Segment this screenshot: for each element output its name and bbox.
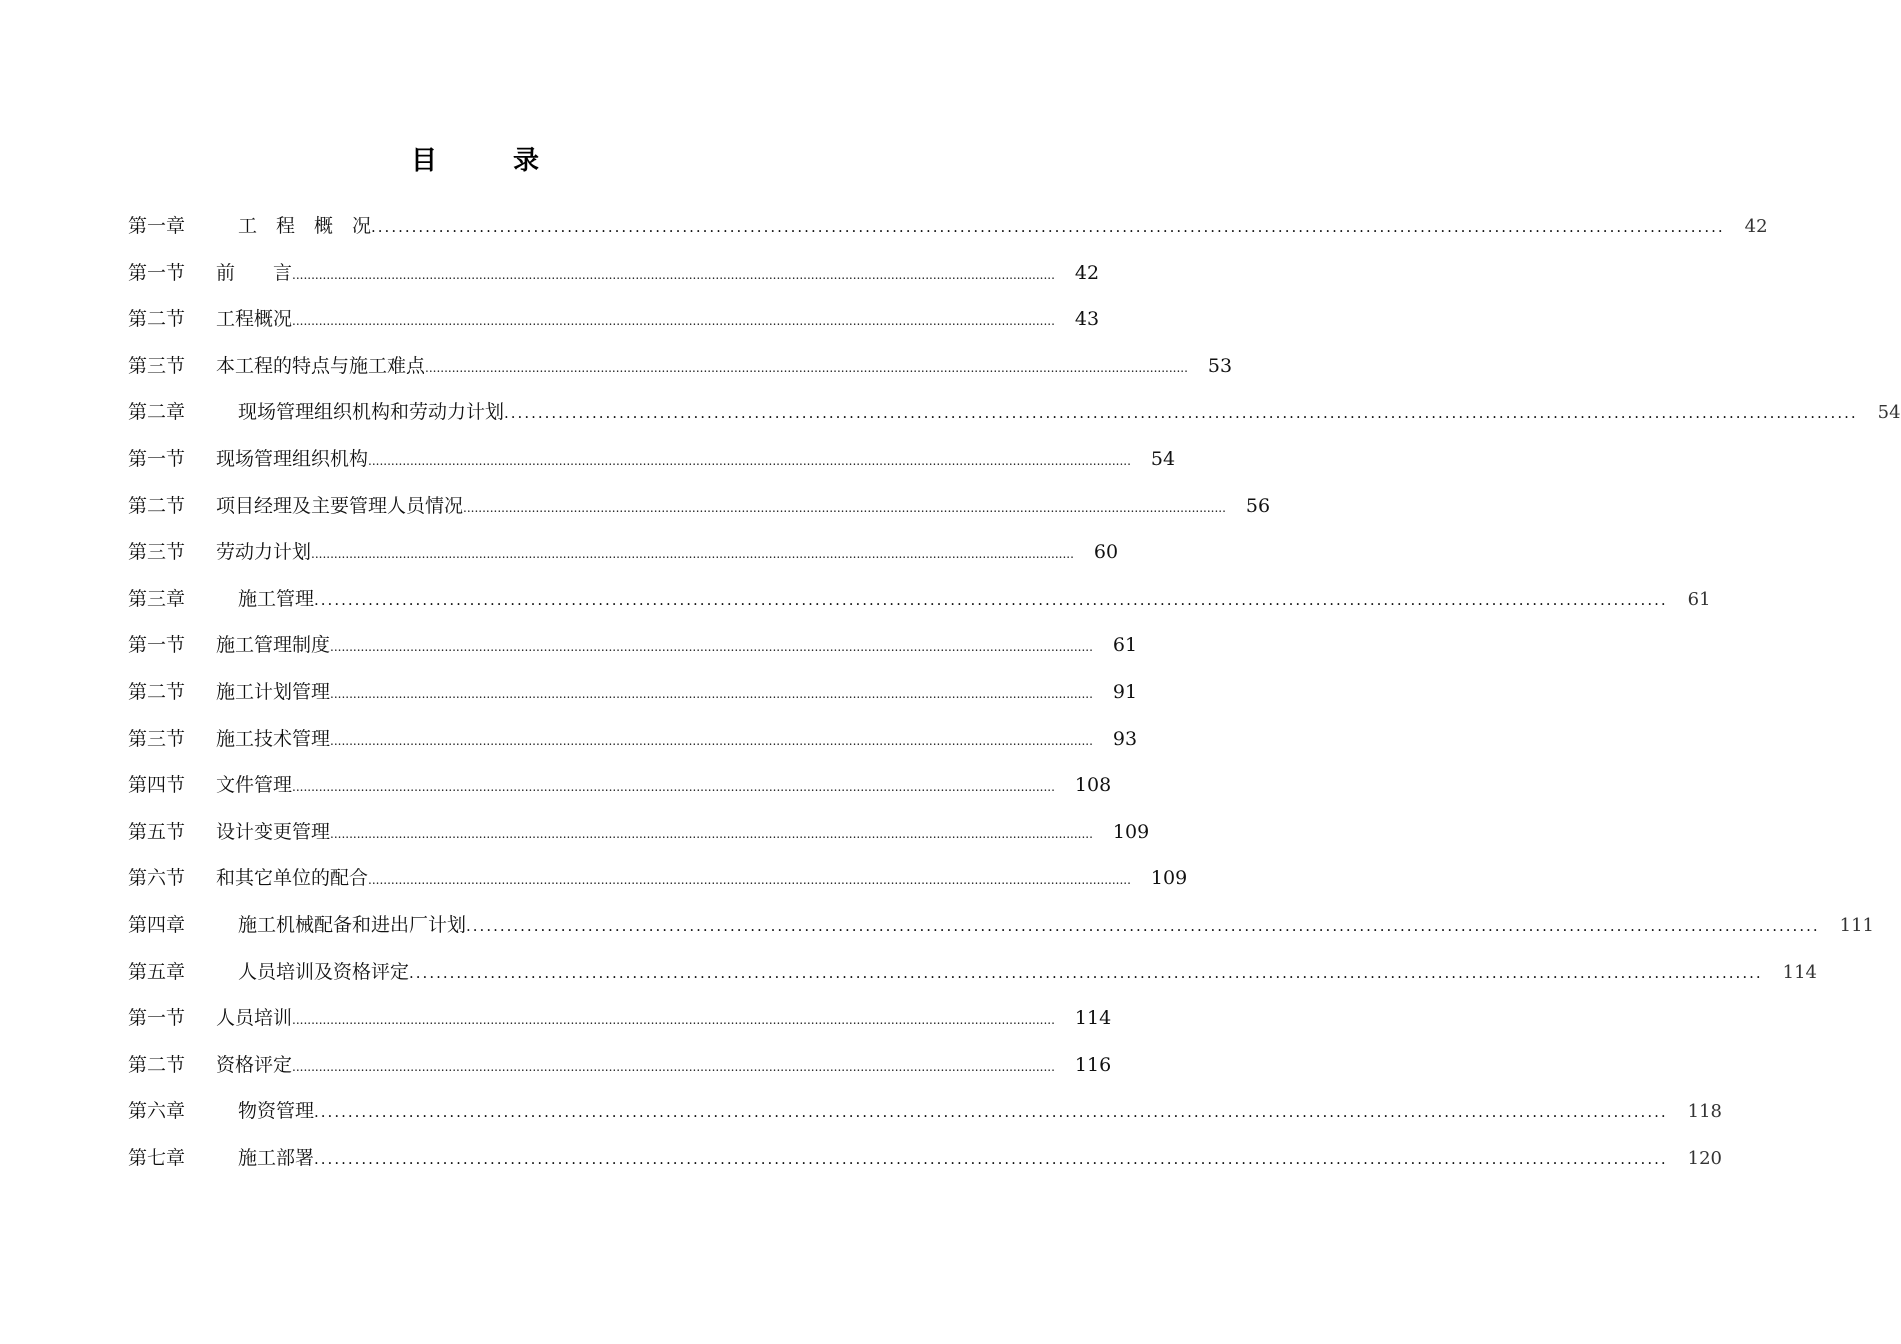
toc-page-number: 54 — [1150, 448, 1176, 470]
toc-entry-number: 第二节 — [128, 1053, 186, 1076]
toc-entry-label: 文件管理 — [216, 774, 293, 797]
toc-entry-number: 第四章 — [128, 914, 186, 936]
toc-entry-label: 资格评定 — [216, 1053, 293, 1076]
toc-leader-dots: ........................................................................................................................................................................................................ — [292, 1059, 1055, 1074]
toc-leader-dots: ........................................................................................................................................................................................................ — [330, 687, 1093, 701]
toc-entry-label: 施工管理制度 — [216, 634, 331, 657]
toc-entry-label: 现场管理组织机构和劳动力计划 — [238, 401, 505, 424]
toc-section-entry[interactable] — [128, 630, 1138, 660]
toc-page-number: 116 — [1074, 1053, 1112, 1076]
toc-page-number: 120 — [1687, 1148, 1722, 1169]
toc-entry-number: 第三节 — [128, 354, 186, 377]
toc-entry-label: 设计变更管理 — [216, 820, 331, 843]
toc-entry-label: 施工机械配备和进出厂计划 — [238, 914, 467, 936]
toc-leader-dots: ........................................................................................................................................................................................................ — [314, 590, 1668, 609]
toc-entry-label: 项目经理及主要管理人员情况 — [216, 494, 464, 517]
toc-entry-number: 第二节 — [128, 681, 186, 703]
toc-section-entry[interactable] — [128, 537, 1119, 567]
toc-entry-number: 第一节 — [128, 448, 186, 470]
toc-page-number: 111 — [1839, 915, 1874, 936]
toc-leader-dots: ........................................................................................................................................................................................................ — [330, 826, 1093, 841]
toc-page-number: 93 — [1112, 727, 1138, 750]
toc-page-number: 61 — [1687, 588, 1711, 610]
toc-entry-label: 施工管理 — [238, 587, 315, 610]
toc-entry-number: 第六节 — [128, 867, 186, 890]
toc-leader-dots: ........................................................................................................................................................................................................ — [330, 640, 1093, 655]
toc-leader-dots: ........................................................................................................................................................................................................ — [409, 963, 1763, 982]
toc-leader-dots: ........................................................................................................................................................................................................ — [368, 873, 1131, 888]
toc-page-number: 54 — [1877, 402, 1901, 424]
toc-leader-dots: ........................................................................................................................................................................................................ — [292, 1013, 1055, 1028]
toc-entry-number: 第二节 — [128, 308, 186, 331]
toc-entry-number: 第一节 — [128, 634, 186, 657]
toc-section-entry[interactable] — [128, 258, 1100, 288]
toc-entry-number: 第五章 — [128, 960, 186, 983]
toc-section-entry[interactable] — [128, 770, 1112, 800]
toc-page-number: 61 — [1112, 634, 1138, 657]
toc-entry-label: 人员培训及资格评定 — [238, 960, 410, 983]
toc-page-number: 60 — [1093, 541, 1119, 564]
toc-entry-label: 施工部署 — [238, 1147, 315, 1169]
toc-chapter-entry[interactable] — [128, 1143, 1722, 1173]
toc-leader-dots: ........................................................................................................................................................................................................ — [466, 917, 1820, 935]
toc-section-entry[interactable] — [128, 863, 1188, 893]
toc-entry-label: 物资管理 — [238, 1100, 315, 1123]
toc-page-number: 56 — [1245, 494, 1271, 517]
toc-entry-label: 劳动力计划 — [216, 541, 312, 564]
toc-entry-number: 第二章 — [128, 401, 186, 424]
toc-entry-label: 工程概况 — [216, 308, 293, 331]
toc-page-number: 108 — [1074, 774, 1112, 797]
toc-entry-number: 第三章 — [128, 587, 186, 610]
toc-leader-dots: ........................................................................................................................................................................................................ — [463, 500, 1226, 515]
toc-leader-dots: ........................................................................................................................................................................................................ — [292, 267, 1055, 282]
toc-leader-dots: ........................................................................................................................................................................................................ — [292, 780, 1055, 795]
toc-leader-dots: ........................................................................................................................................................................................................ — [504, 404, 1858, 423]
toc-chapter-entry[interactable] — [128, 397, 1901, 427]
toc-page-number: 114 — [1074, 1007, 1112, 1030]
toc-page-number: 91 — [1112, 681, 1138, 703]
toc-chapter-entry[interactable] — [128, 957, 1817, 987]
toc-page-number: 43 — [1074, 308, 1100, 331]
toc-entry-number: 第四节 — [128, 774, 186, 797]
toc-entry-label: 施工计划管理 — [216, 681, 331, 703]
toc-section-entry[interactable] — [128, 1050, 1112, 1080]
toc-leader-dots: ........................................................................................................................................................................................................ — [425, 360, 1188, 375]
toc-section-entry[interactable] — [128, 817, 1150, 847]
toc-chapter-entry[interactable] — [128, 1096, 1722, 1126]
toc-entry-label: 人员培训 — [216, 1007, 293, 1030]
toc-page-number: 109 — [1112, 820, 1150, 843]
toc-entry-number: 第六章 — [128, 1100, 186, 1123]
toc-leader-dots: ........................................................................................................................................................................................................ — [368, 454, 1131, 468]
toc-leader-dots: ........................................................................................................................................................................................................ — [311, 547, 1074, 562]
toc-leader-dots: ........................................................................................................................................................................................................ — [314, 1150, 1668, 1168]
toc-page-number: 118 — [1687, 1101, 1722, 1123]
toc-section-entry[interactable] — [128, 491, 1271, 521]
toc-entry-label: 施工技术管理 — [216, 727, 331, 750]
toc-entry-number: 第一节 — [128, 1007, 186, 1030]
toc-entry-number: 第一节 — [128, 261, 186, 284]
toc-entry-number: 第三节 — [128, 727, 186, 750]
toc-leader-dots: ........................................................................................................................................................................................................ — [330, 733, 1093, 748]
toc-entry-label: 本工程的特点与施工难点 — [216, 354, 426, 377]
toc-title-char-2: 录 — [513, 146, 540, 176]
toc-entry-number: 第一章 — [128, 215, 186, 237]
toc-entry-label: 工 程 概 况 — [238, 215, 372, 237]
toc-section-entry[interactable] — [128, 1003, 1112, 1033]
toc-section-entry[interactable] — [128, 677, 1138, 707]
toc-title-char-1: 目 — [410, 146, 437, 176]
toc-chapter-entry[interactable] — [128, 211, 1768, 241]
toc-page-number: 109 — [1150, 867, 1188, 890]
toc-entry-label: 和其它单位的配合 — [216, 867, 369, 890]
toc-section-entry[interactable] — [128, 304, 1100, 334]
toc-section-entry[interactable] — [128, 724, 1138, 754]
toc-leader-dots: ........................................................................................................................................................................................................ — [371, 218, 1725, 236]
toc-chapter-entry[interactable] — [128, 910, 1874, 940]
toc-section-entry[interactable] — [128, 351, 1233, 381]
toc-chapter-entry[interactable] — [128, 584, 1711, 614]
toc-entry-number: 第五节 — [128, 820, 186, 843]
toc-entry-label: 现场管理组织机构 — [216, 448, 369, 470]
toc-leader-dots: ........................................................................................................................................................................................................ — [292, 314, 1055, 329]
toc-entry-number: 第二节 — [128, 494, 186, 517]
toc-leader-dots: ........................................................................................................................................................................................................ — [314, 1103, 1668, 1122]
toc-section-entry[interactable] — [128, 444, 1176, 474]
toc-title — [0, 140, 950, 177]
toc-page-number: 42 — [1074, 261, 1100, 284]
toc-entry-number: 第三节 — [128, 541, 186, 564]
toc-entry-label: 前 言 — [216, 261, 293, 284]
toc-page-number: 114 — [1782, 961, 1817, 983]
toc-entry-number: 第七章 — [128, 1147, 186, 1169]
toc-page-number: 53 — [1207, 354, 1233, 377]
toc-page-number: 42 — [1744, 216, 1768, 237]
